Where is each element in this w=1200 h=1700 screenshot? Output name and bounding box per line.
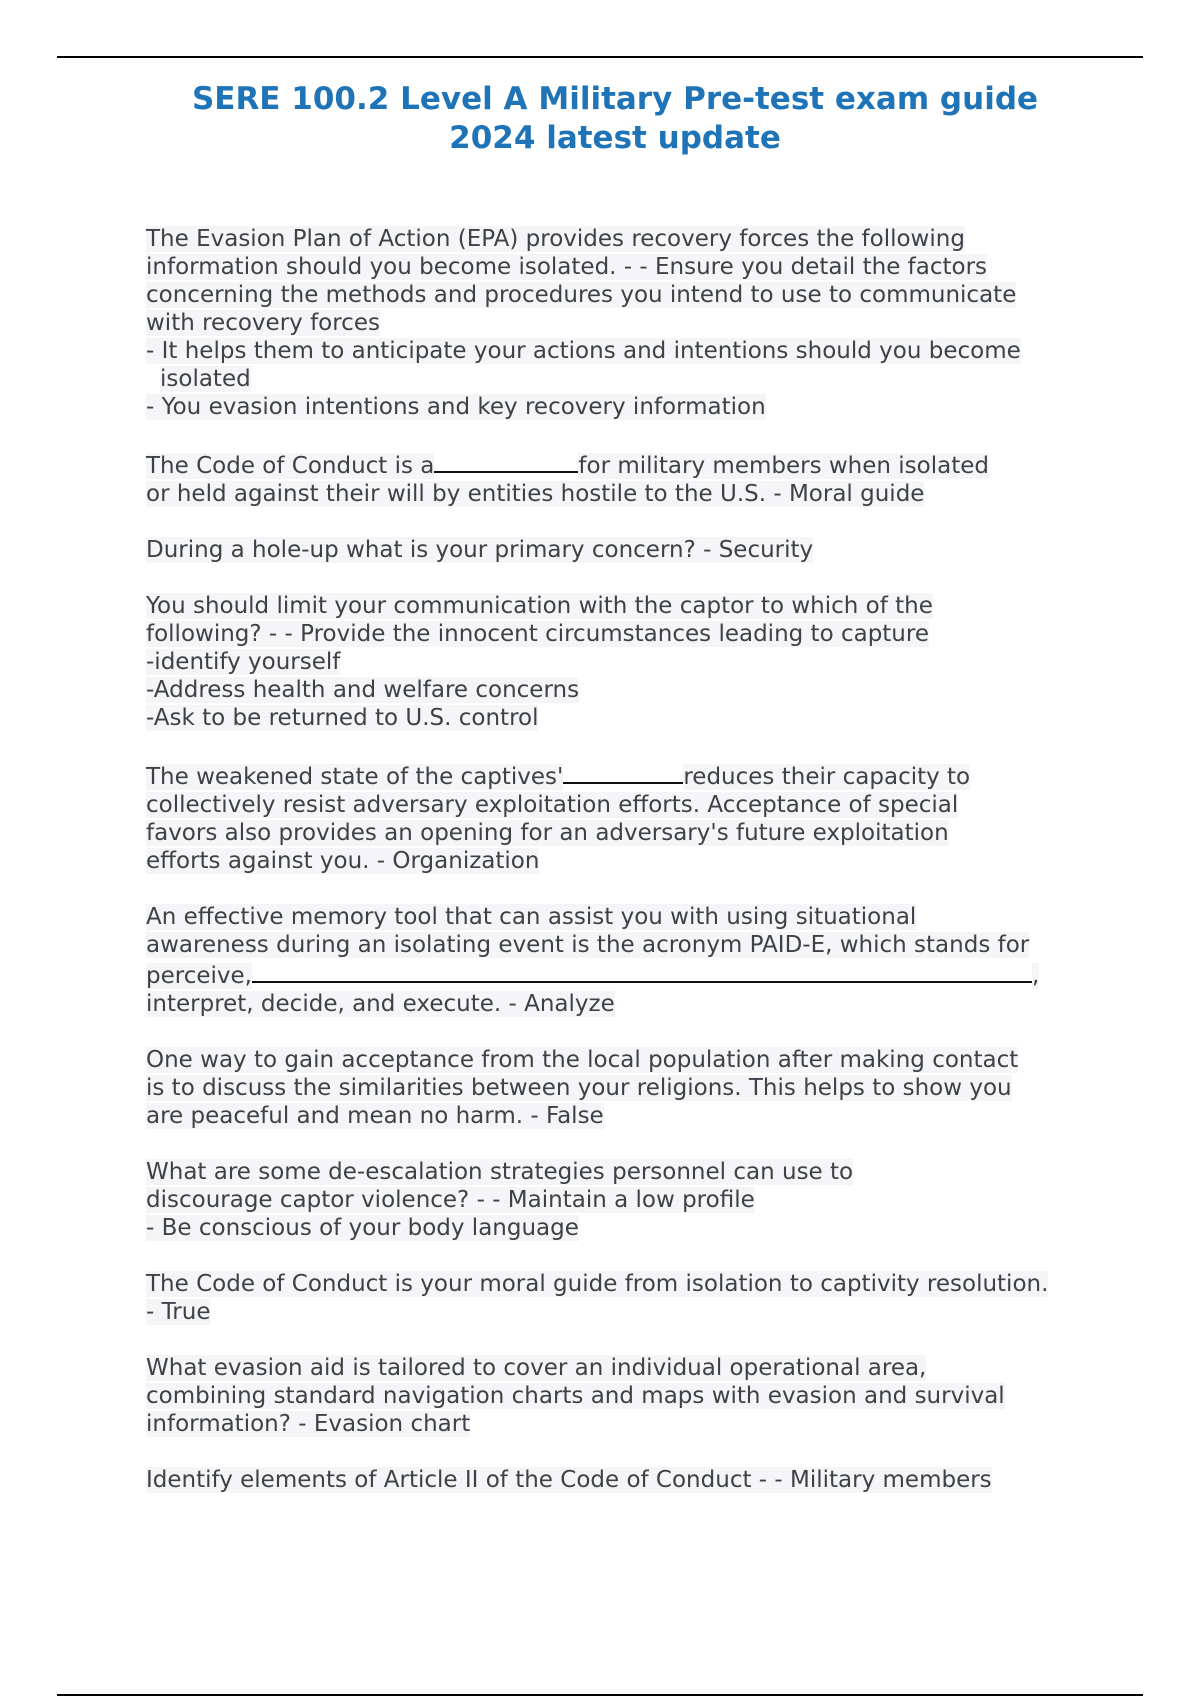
qa-text: One way to gain acceptance from the local population after making contact [146,1047,1019,1073]
qa-text: -identify yourself [146,649,341,675]
qa-text: combining standard navigation charts and maps with evasion and survival [146,1383,1005,1409]
qa-text: - You evasion intentions and key recovery information [146,394,766,420]
qa-text: interpret, decide, and execute. - Analyze [146,991,615,1017]
qa-item [146,760,1106,875]
qa-text: The Evasion Plan of Action (EPA) provides recovery forces the following [146,226,965,252]
top-rule [57,56,1143,58]
qa-text: The Code of Conduct is a [146,453,435,479]
qa-text: You should limit your communication with the captor to which of the [146,593,933,619]
qa-text: favors also provides an opening for an adversary's future exploitation [146,820,949,846]
qa-item [146,1354,1106,1438]
qa-item [146,225,1106,421]
qa-text: The Code of Conduct is your moral guide from isolation to captivity resolution. [146,1271,1049,1297]
qa-text: What evasion aid is tailored to cover an individual operational area, [146,1355,927,1381]
qa-item [146,536,1106,564]
qa-text: perceive, [146,963,252,989]
qa-text: reduces their capacity to [683,764,971,790]
qa-text: An effective memory tool that can assist you with using situational [146,904,917,930]
qa-item [146,1046,1106,1130]
qa-text: - True [146,1299,211,1325]
qa-text: is to discuss the similarities between your religions. This helps to show you [146,1075,1012,1101]
qa-item [146,1158,1106,1242]
qa-text: information should you become isolated. - - Ensure you detail the factors [146,254,988,280]
bottom-rule [57,1694,1143,1696]
qa-item [146,449,1106,508]
qa-item [146,1270,1106,1326]
document-title [120,80,1110,158]
qa-text: What are some de-escalation strategies personnel can use to [146,1159,854,1185]
title-line-2: 2024 latest update [449,120,781,156]
qa-text: efforts against you. - Organization [146,848,540,874]
qa-item [146,903,1106,1018]
qa-text: following? - - Provide the innocent circumstances leading to capture [146,621,929,647]
fill-in-blank [434,449,578,473]
qa-text: -Ask to be returned to U.S. control [146,705,539,731]
fill-in-blank [563,760,683,784]
qa-text: discourage captor violence? - - Maintain a low profile [146,1187,755,1213]
qa-text: - Be conscious of your body language [146,1215,579,1241]
qa-text: During a hole-up what is your primary concern? - Security [146,537,814,563]
qa-text: The weakened state of the captives' [146,764,564,790]
qa-text: concerning the methods and procedures you intend to use to communicate [146,282,1017,308]
qa-text: are peaceful and mean no harm. - False [146,1103,604,1129]
qa-text: with recovery forces [146,310,380,336]
fill-in-blank [252,959,1032,983]
qa-text: - It helps them to anticipate your actions and intentions should you become [146,338,1021,364]
qa-item [146,1466,1106,1494]
qa-text: , [1031,963,1040,989]
qa-text: information? - Evasion chart [146,1411,471,1437]
document-body [146,225,1106,1522]
qa-text: isolated [160,366,251,392]
qa-text: or held against their will by entities hostile to the U.S. - Moral guide [146,481,925,507]
qa-text: -Address health and welfare concerns [146,677,580,703]
qa-text: for military members when isolated [578,453,989,479]
qa-item [146,592,1106,732]
title-line-1: SERE 100.2 Level A Military Pre-test exam guide [191,81,1039,117]
qa-text: collectively resist adversary exploitation efforts. Acceptance of special [146,792,959,818]
qa-text: Identify elements of Article II of the Code of Conduct - - Military members [146,1467,992,1493]
qa-text: awareness during an isolating event is the acronym PAID-E, which stands for [146,932,1030,958]
